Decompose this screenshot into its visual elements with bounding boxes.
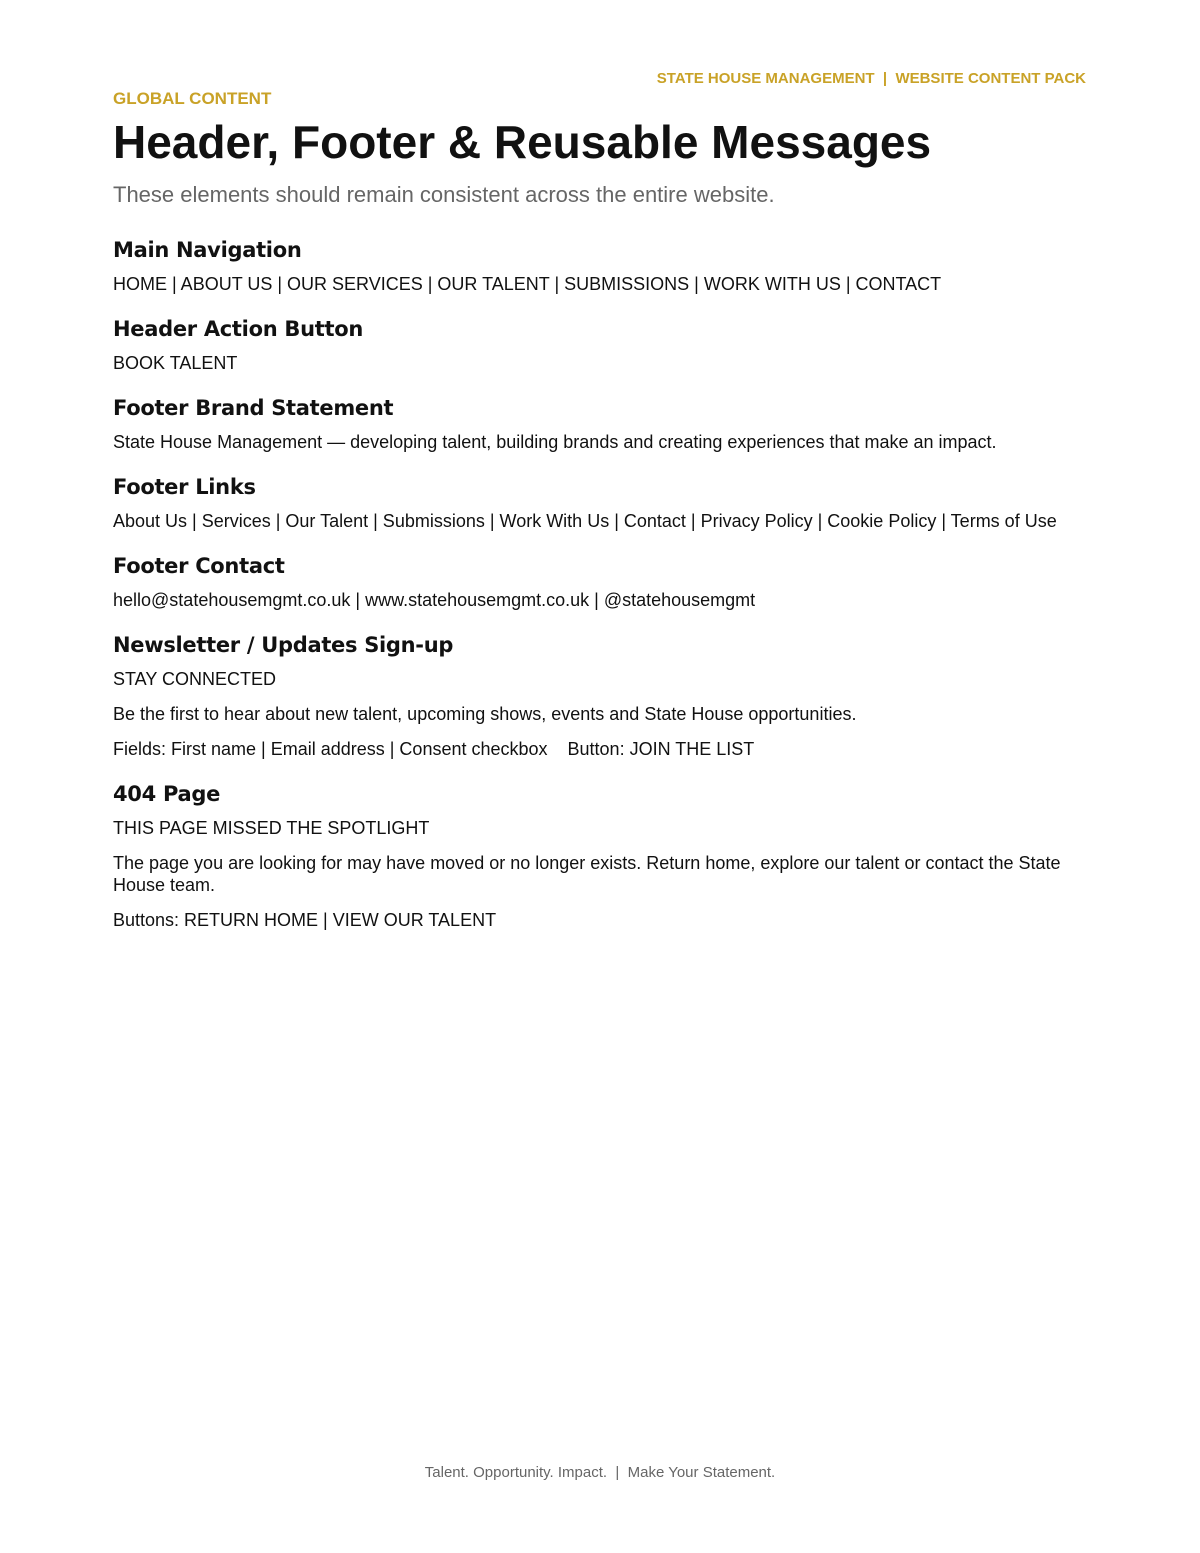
section-heading: Footer Links (113, 475, 256, 499)
page-subtitle: These elements should remain consistent across the entire website. (113, 182, 775, 207)
section-text: BOOK TALENT (113, 353, 238, 373)
section-header-action-button (113, 316, 1088, 374)
section-text: State House Management — developing talent, building brands and creating experiences that make an impact. (113, 432, 997, 452)
fields-text: Fields: First name | Email address | Consent checkbox (113, 739, 548, 759)
section-text: HOME | ABOUT US | OUR SERVICES | OUR TALENT | SUBMISSIONS | WORK WITH US | CONTACT (113, 274, 942, 294)
eyebrow-label: GLOBAL CONTENT (113, 89, 272, 108)
section-text: The page you are looking for may have moved or no longer exists. Return home, explore our talent or contact the State House team. (113, 853, 1061, 895)
document-content (113, 89, 1088, 931)
section-text: Be the first to hear about new talent, upcoming shows, events and State House opportunities. (113, 704, 857, 724)
section-text: About Us | Services | Our Talent | Submissions | Work With Us | Contact | Privacy Policy | Cookie Policy | Terms of Use (113, 511, 1057, 531)
section-404-page (113, 781, 1088, 931)
page-title: Header, Footer & Reusable Messages (113, 116, 932, 168)
section-label: THIS PAGE MISSED THE SPOTLIGHT (113, 818, 430, 838)
section-buttons-line: Buttons: RETURN HOME | VIEW OUR TALENT (113, 910, 497, 930)
section-text: hello@statehousemgmt.co.uk | www.statehousemgmt.co.uk | @statehousemgmt (113, 590, 756, 610)
section-heading: Main Navigation (113, 238, 302, 262)
button-text: Button: JOIN THE LIST (567, 739, 755, 759)
section-footer-contact (113, 553, 1088, 611)
section-fields-line (113, 738, 1088, 760)
section-label: STAY CONNECTED (113, 669, 277, 689)
section-heading: 404 Page (113, 782, 221, 806)
section-main-navigation (113, 237, 1088, 295)
section-footer-links (113, 474, 1088, 532)
section-heading: Footer Contact (113, 554, 285, 578)
section-footer-brand-statement (113, 395, 1088, 453)
running-header: STATE HOUSE MANAGEMENT | WEBSITE CONTENT PACK (656, 70, 1086, 87)
running-footer: Talent. Opportunity. Impact. | Make Your Statement. (424, 1464, 776, 1481)
section-heading: Footer Brand Statement (113, 396, 394, 420)
section-heading: Header Action Button (113, 317, 363, 341)
section-newsletter (113, 632, 1088, 760)
section-heading: Newsletter / Updates Sign-up (113, 633, 454, 657)
